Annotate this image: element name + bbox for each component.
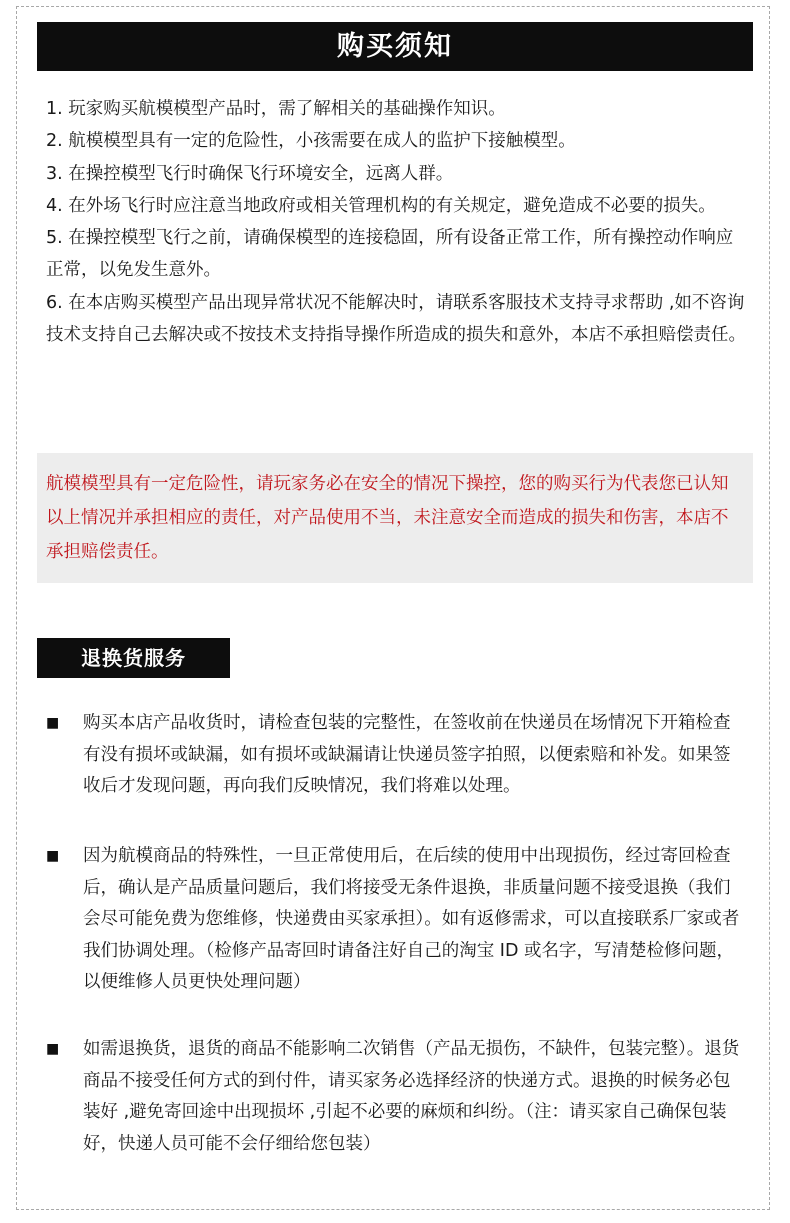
notice-list (46, 93, 746, 351)
service-section-title: 退换货服务 (37, 638, 230, 678)
service-item (46, 841, 746, 999)
service-item-text: 购买本店产品收货时，请检查包装的完整性，在签收前在快递员在场情况下开箱检查有没有损坏或缺漏，如有损坏或缺漏请让快递员签字拍照，以便索赔和补发。如果签收后才发现问题，再向我们反映情况，我们将难以处理。 (83, 713, 731, 796)
notice-item: 1. 玩家购买航模模型产品时，需了解相关的基础操作知识。 (46, 99, 506, 119)
service-item-text: 如需退换货，退货的商品不能影响二次销售（产品无损伤，不缺件，包装完整）。退货商品不接受任何方式的到付件，请买家务必选择经济的快递方式。退换的时候务必包装好 ,避免寄回途中出现损坏 ,引起不必要的麻烦和纠纷。（注：请买家自己确保包装好，快递人员可能不会仔细给您包装） (83, 1039, 740, 1154)
notice-title: 购买须知 (37, 22, 753, 71)
square-bullet-icon: ■ (46, 715, 60, 731)
notice-item: 6. 在本店购买模型产品出现异常状况不能解决时，请联系客服技术支持寻求帮助 ,如不咨询技术支持自己去解决或不按技术支持指导操作所造成的损失和意外，本店不承担赔偿责任。 (46, 292, 746, 346)
notice-item: 2. 航模模型具有一定的危险性，小孩需要在成人的监护下接触模型。 (46, 131, 576, 152)
square-bullet-icon: ■ (46, 848, 60, 864)
warning-box (37, 453, 753, 583)
warning-text: 航模模型具有一定危险性，请玩家务必在安全的情况下操控，您的购买行为代表您已认知以上情况并承担相应的责任，对产品使用不当，未注意安全而造成的损失和伤害，本店不承担赔偿责任。 (46, 474, 729, 562)
notice-item: 4. 在外场飞行时应注意当地政府或相关管理机构的有关规定，避免造成不必要的损失。 (46, 195, 716, 216)
notice-item: 3. 在操控模型飞行时确保飞行环境安全，远离人群。 (46, 163, 454, 184)
service-item (46, 1034, 746, 1160)
service-item-text: 因为航模商品的特殊性，一旦正常使用后，在后续的使用中出现损伤，经过寄回检查后，确认是产品质量问题后，我们将接受无条件退换，非质量问题不接受退换（我们会尽可能免费为您维修，快递费由买家承担）。如有返修需求，可以直接联系厂家或者我们协调处理。（检修产品寄回时请备注好自己的淘宝 ID 或名字，写清楚检修问题，以便维修人员更快处理问题） (83, 846, 740, 992)
square-bullet-icon: ■ (46, 1041, 60, 1057)
notice-item: 5. 在操控模型飞行之前，请确保模型的连接稳固，所有设备正常工作，所有操控动作响应正常，以免发生意外。 (46, 228, 734, 281)
service-item (46, 708, 746, 803)
